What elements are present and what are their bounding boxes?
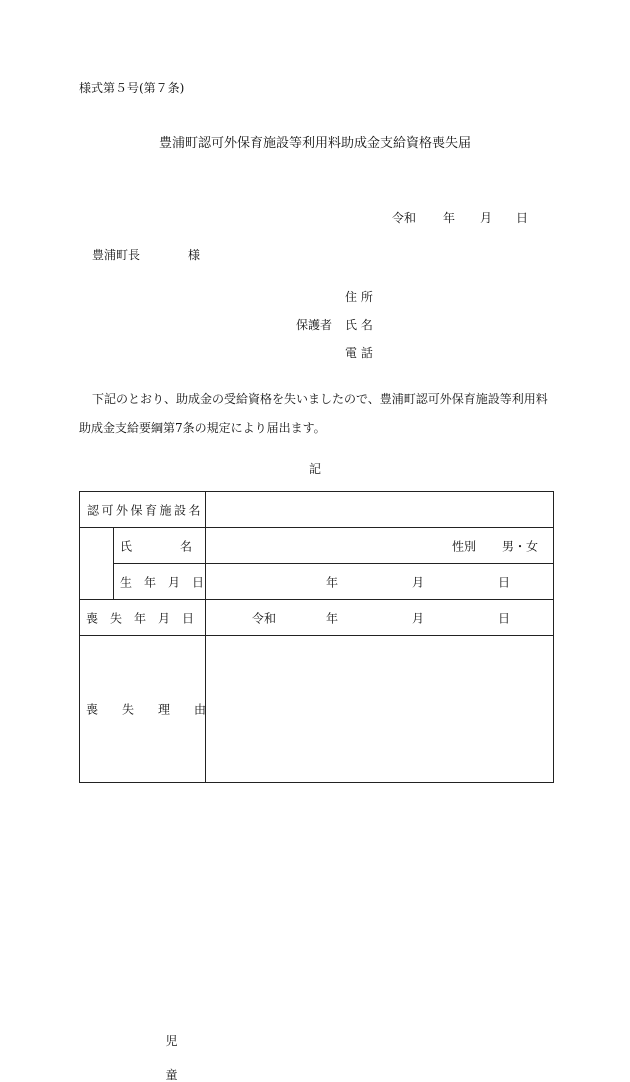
loss-date-label: 喪 失 年 月 日 — [86, 611, 195, 625]
ki-heading: 記 — [309, 462, 322, 476]
address-label: 住 所 — [345, 290, 373, 304]
birth-value-cell[interactable] — [206, 564, 554, 600]
loss-date-era: 令和 — [252, 611, 277, 625]
loss-date-year: 年 — [326, 611, 339, 625]
form-table — [79, 491, 554, 1082]
date-era: 令和 — [392, 211, 417, 225]
document-title: 豊浦町認可外保育施設等利用料助成金支給資格喪失届 — [158, 136, 471, 151]
birth-day: 日 — [498, 575, 511, 589]
date-year: 年 — [443, 211, 456, 225]
date-month: 月 — [480, 211, 493, 225]
loss-date-month: 月 — [412, 611, 425, 625]
loss-date-day: 日 — [498, 611, 511, 625]
body-line-1: 下記のとおり、助成金の受給資格を失いましたので、豊浦町認可外保育施設等利用料 — [92, 392, 548, 406]
child-label-2: 童 — [165, 1067, 178, 1082]
child-name-value-cell[interactable] — [206, 528, 554, 564]
birth-label-cell — [114, 564, 206, 600]
birth-month: 月 — [412, 575, 425, 589]
birth-row — [80, 564, 554, 600]
body-line-2: 助成金支給要綱第7条の規定により届出ます。 — [79, 421, 326, 435]
facility-label: 認可外保育施設名 — [87, 503, 204, 517]
loss-date-value-cell[interactable] — [206, 600, 554, 636]
reason-label-cell — [80, 636, 206, 783]
gender-options[interactable]: 男・女 — [502, 539, 539, 553]
loss-date-label-cell — [80, 600, 206, 636]
facility-label-cell — [80, 492, 206, 528]
addressee-honorific: 様 — [188, 248, 201, 262]
child-name-row — [80, 528, 554, 564]
child-name-label-cell — [114, 528, 206, 564]
facility-value-cell[interactable] — [206, 492, 554, 528]
reason-label: 喪 失 理 由 — [86, 702, 207, 717]
birth-year: 年 — [326, 575, 339, 589]
addressee-name: 豊浦町長 — [92, 248, 141, 262]
name-label: 氏 名 — [345, 318, 373, 332]
guardian-label: 保護者 — [296, 318, 333, 332]
child-name-label: 氏 名 — [120, 539, 193, 553]
reason-row — [80, 636, 554, 783]
birth-label: 生 年 月 日 — [120, 575, 205, 589]
form-number: 様式第５号(第７条) — [79, 81, 185, 95]
date-day: 日 — [516, 211, 529, 225]
gender-label: 性別 — [452, 539, 477, 553]
reason-value-cell[interactable] — [206, 636, 554, 783]
phone-label: 電 話 — [345, 346, 373, 360]
loss-date-row — [80, 600, 554, 636]
child-label-1: 児 — [165, 1033, 178, 1048]
facility-row — [80, 492, 554, 528]
